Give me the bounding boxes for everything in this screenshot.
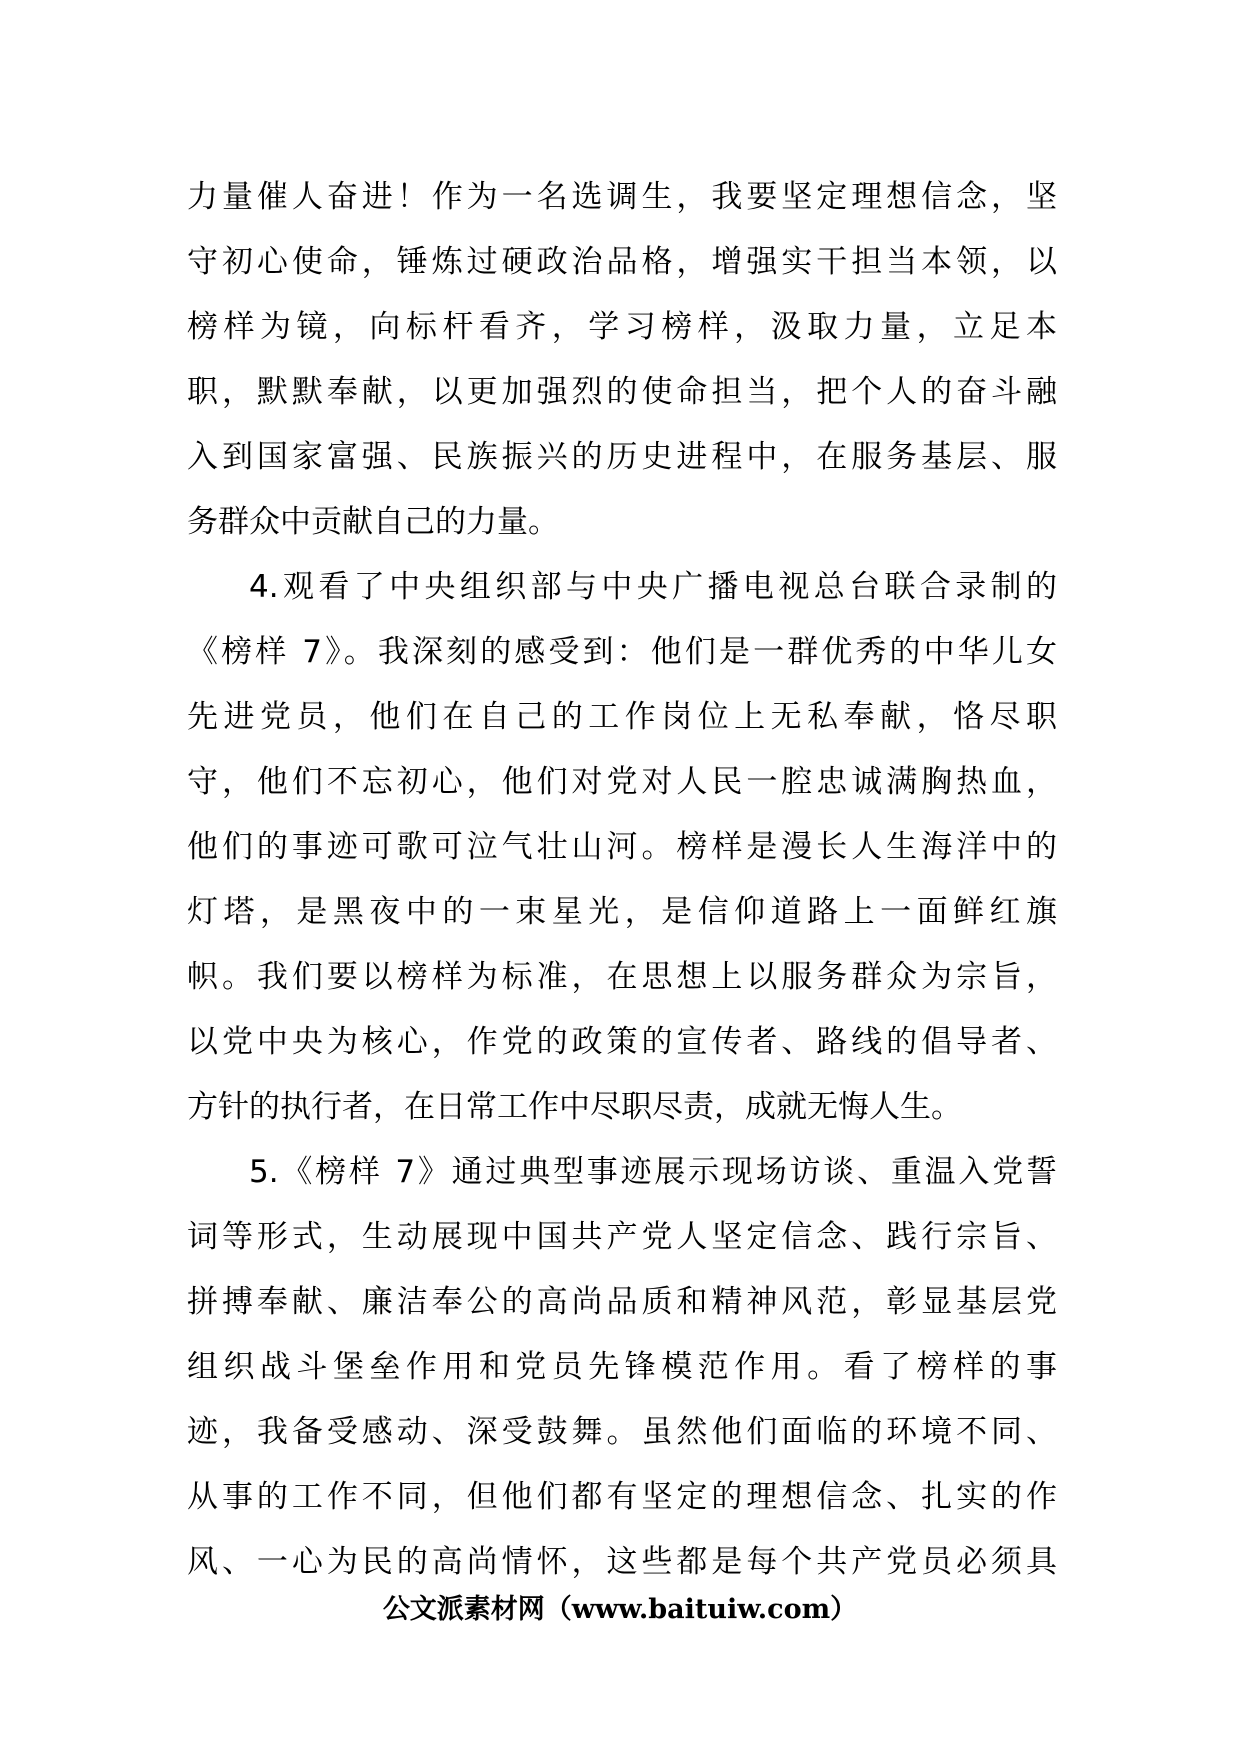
- text-line: 5.《榜样 7》通过典型事迹展示现场访谈、重温入党誓: [249, 1154, 1057, 1190]
- text-line: 风、一心为民的高尚情怀，这些都是每个共产党员必须具: [187, 1544, 1057, 1580]
- text-line: 力量催人奋进！作为一名选调生，我要坚定理想信念，坚: [187, 179, 1057, 215]
- text-line: 先进党员，他们在自己的工作岗位上无私奉献，恪尽职: [187, 699, 1057, 735]
- footer-watermark: 公文派素材网（www.baituiw.com）: [382, 1594, 858, 1625]
- text-line: 组织战斗堡垒作用和党员先锋模范作用。看了榜样的事: [187, 1349, 1057, 1385]
- text-line: 榜样为镜，向标杆看齐，学习榜样，汲取力量，立足本: [187, 309, 1057, 345]
- text-line: 他们的事迹可歌可泣气壮山河。榜样是漫长人生海洋中的: [187, 829, 1057, 865]
- text-line: 职，默默奉献，以更加强烈的使命担当，把个人的奋斗融: [187, 374, 1057, 410]
- text-line: 迹，我备受感动、深受鼓舞。虽然他们面临的环境不同、: [187, 1414, 1057, 1450]
- paragraph-item-4: [187, 555, 1057, 1140]
- text-line: 守初心使命，锤炼过硬政治品格，增强实干担当本领，以: [187, 244, 1057, 280]
- document-body: [187, 165, 1057, 1595]
- paragraph-item-5: [187, 1140, 1057, 1595]
- text-line: 灯塔，是黑夜中的一束星光，是信仰道路上一面鲜红旗: [187, 894, 1057, 930]
- text-line: 入到国家富强、民族振兴的历史进程中，在服务基层、服: [187, 439, 1057, 475]
- text-line: 帜。我们要以榜样为标准，在思想上以服务群众为宗旨，: [187, 959, 1057, 995]
- text-line: 务群众中贡献自己的力量。: [187, 504, 559, 540]
- text-line: 拼搏奉献、廉洁奉公的高尚品质和精神风范，彰显基层党: [187, 1284, 1057, 1320]
- paragraph-continued: [187, 165, 1057, 555]
- text-line: 词等形式，生动展现中国共产党人坚定信念、践行宗旨、: [187, 1219, 1057, 1255]
- text-line: 守，他们不忘初心，他们对党对人民一腔忠诚满胸热血，: [187, 764, 1057, 800]
- text-line: 以党中央为核心，作党的政策的宣传者、路线的倡导者、: [187, 1024, 1057, 1060]
- text-line: 《榜样 7》。我深刻的感受到：他们是一群优秀的中华儿女: [187, 634, 1057, 670]
- text-line: 方针的执行者，在日常工作中尽职尽责，成就无悔人生。: [187, 1089, 962, 1125]
- text-line: 4.观看了中央组织部与中央广播电视总台联合录制的: [249, 569, 1057, 605]
- text-line: 从事的工作不同，但他们都有坚定的理想信念、扎实的作: [187, 1479, 1057, 1515]
